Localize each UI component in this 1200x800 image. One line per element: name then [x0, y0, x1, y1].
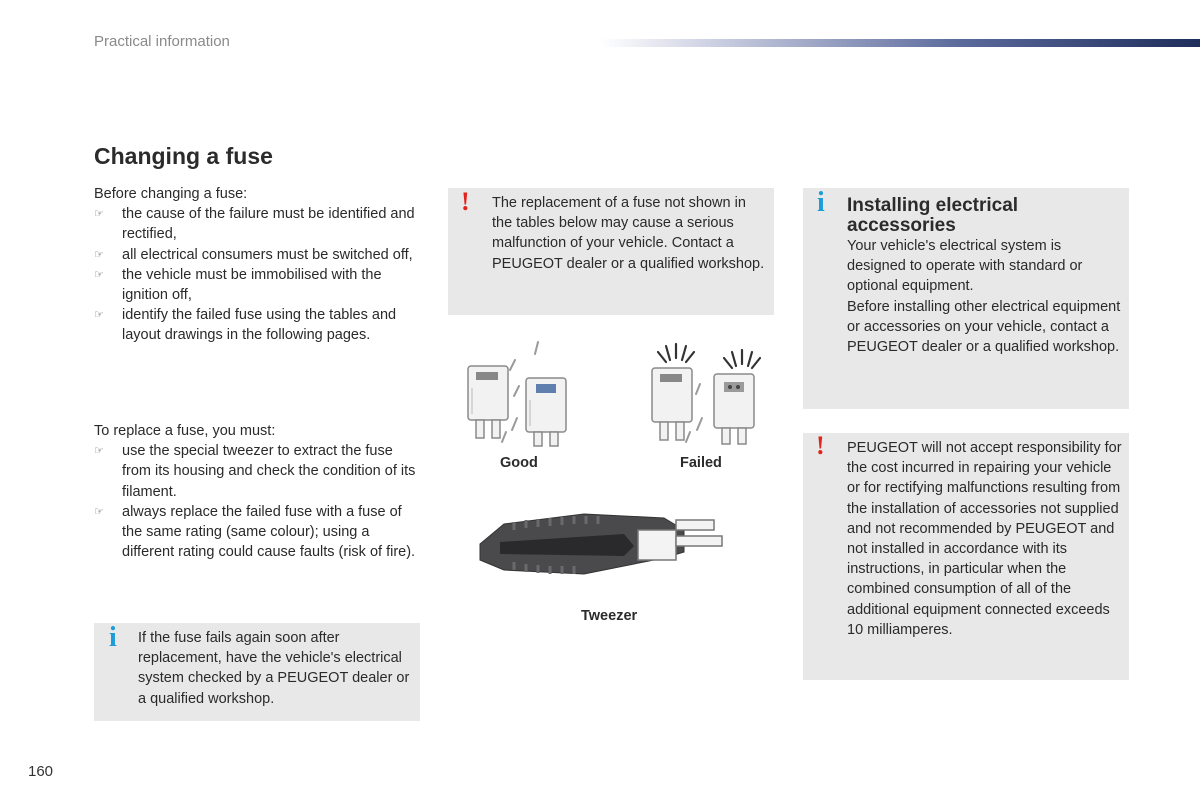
page-number: 160 [28, 763, 54, 780]
list-item: ☞ always replace the failed fuse with a fuse of the same rating (same colour); using a different rating could cause faults (risk of fire). [94, 503, 416, 561]
list-item: ☞ the cause of the failure must be identified and rectified, [94, 206, 415, 243]
list-item: ☞ identify the failed fuse using the tables and layout drawings in the following pages. [94, 307, 397, 344]
before-section [94, 184, 424, 346]
before-intro: Before changing a fuse: [94, 186, 248, 202]
info-icon: i [109, 622, 117, 653]
pointing-hand-icon: ☞ [94, 248, 104, 261]
pointing-hand-icon: ☞ [94, 309, 104, 322]
info-box-accessories [803, 188, 1129, 409]
pointing-hand-icon: ☞ [94, 505, 104, 518]
info-box-refail [94, 623, 420, 721]
list-item: ☞ use the special tweezer to extract the fuse from its housing and check the condition of its filament. [94, 443, 416, 500]
list-item: ☞ all electrical consumers must be switched off, [94, 245, 424, 265]
page-title: Changing a fuse [94, 143, 273, 169]
warning-box-unlisted-fuse [448, 188, 774, 315]
warning-text: PEUGEOT will not accept responsibility for the cost incurred in repairing your vehicle or for rectifying malfunctions resulting from the installation of accessories not supplied and not recommended by PEUGEOT and not installed in accordance with its instructions, in particular when the combined consumption of all of the additional equipment connected exceeds 10 milliamperes. [847, 440, 1122, 638]
pointing-hand-icon: ☞ [94, 268, 104, 281]
tweezer-label: Tweezer [581, 608, 638, 624]
section-title: Practical information [94, 33, 230, 50]
failed-label: Failed [680, 455, 722, 471]
warning-box-responsibility [803, 433, 1129, 680]
info-paragraph: Before installing other electrical equipment or accessories on your vehicle, contact a PEUGEOT dealer or a qualified workshop. [847, 298, 1121, 356]
list-item: ☞ the vehicle must be immobilised with the ignition off, [94, 266, 382, 304]
good-label: Good [500, 455, 538, 471]
replace-list [94, 441, 424, 562]
header-bar [600, 39, 1200, 47]
pointing-hand-icon: ☞ [94, 445, 104, 458]
warning-icon: ! [816, 431, 825, 460]
replace-section [94, 421, 424, 562]
info-icon: i [817, 187, 825, 218]
tweezer-illustration [474, 508, 734, 588]
good-fuse-illustration [462, 338, 582, 448]
info-text: If the fuse fails again soon after replacement, have the vehicle's electrical system checked by a PEUGEOT dealer or a qualified workshop. [138, 630, 410, 707]
replace-intro: To replace a fuse, you must: [94, 423, 276, 439]
warning-icon: ! [461, 187, 470, 216]
box-title: Installing electrical accessories [847, 195, 1019, 236]
pointing-hand-icon: ☞ [94, 208, 104, 221]
failed-fuse-illustration [644, 338, 764, 448]
info-paragraph: Your vehicle's electrical system is designed to operate with standard or optional equipment. [847, 238, 1083, 295]
before-list [94, 204, 424, 345]
warning-text: The replacement of a fuse not shown in the tables below may cause a serious malfunction of your vehicle. Contact a PEUGEOT dealer or a qualified workshop. [492, 195, 765, 272]
